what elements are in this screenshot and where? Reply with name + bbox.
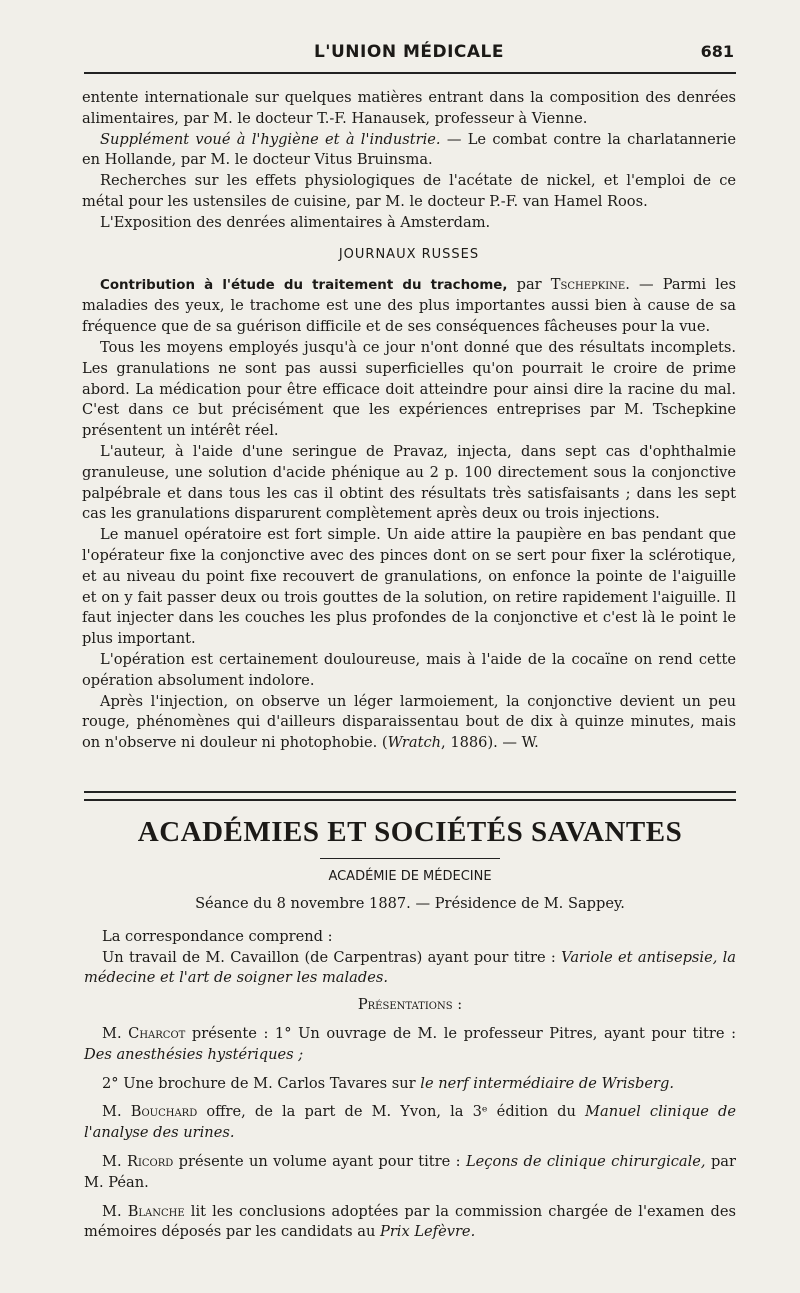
correspondance-line: La correspondance comprend : [102,927,333,945]
charcot-paragraph [84,1024,736,1066]
page-header [84,42,734,70]
header-rule [84,72,736,74]
cavaillon-text: Un travail de M. Cavaillon (de Carpentras) ayant pour titre : [102,948,562,966]
article-p6-text: Après l'injection, on observe un léger larmoiement, la conjonctive devient un peu rouge, phénomènes qui d'ailleurs disparaissentau bout de dix à quinze minutes, mais on n'observe ni douleur ni photophobie. ( [82,692,736,752]
article-paragraph-5: L'opération est certainement douloureuse, mais à l'aide de la cocaïne on rend cette opération absolument indolore. [82,650,736,689]
ricord-paragraph [84,1152,736,1194]
section-divider [84,791,736,801]
ricord-text: présente un volume ayant pour titre : [173,1152,466,1170]
article-paragraph-2: Tous les moyens employés jusqu'à ce jour n'ont donné que des résultats incomplets. Les granulations ne sont pas aussi superficielles qu'on pourrait le croire de prime abord. La médication pour être efficace doit atteindre pour ainsi dire la racine du mal. C'est dans ce but précisément que les expériences entreprises par M. Tschepkine présentent un intérêt réel. [82,338,736,440]
bouchard-paragraph [84,1102,736,1144]
article-p6-end: , 1886). — W. [441,734,539,752]
page-number: 681 [700,42,734,61]
paragraph-exposition: L'Exposition des denrées alimentaires à Amsterdam. [100,213,491,231]
supplement-title: Supplément voué à l'hygiène et à l'industrie. [100,130,441,148]
charcot-text: présente : 1° Un ouvrage de M. le professeur Pitres, ayant pour titre : [185,1024,736,1042]
section-title-journaux-russes: JOURNAUX RUSSES [338,246,480,262]
bouchard-text: offre, de la part de M. Yvon, la 3ᵉ édition du [197,1103,586,1121]
article-paragraph-6 [82,692,736,754]
article-intro-text: . — Parmi les maladies des yeux, le trachome est une des plus importantes aussi bien à cause de sa fréquence que de sa guérison difficile et de ses conséquences fâcheuses pour la vue. [82,275,736,336]
blanche-prefix: M. [102,1202,128,1220]
bouchard-title: Manuel clinique de l'analyse des urines. [84,1103,736,1142]
article-source: Wratch [387,734,442,752]
supplement-text: — Le combat contre la charlatannerie en Hollande, par M. le docteur Vitus Bruinsma. [82,130,736,169]
seance-line: Séance du 8 novembre 1887. — Présidence de M. Sappey. [195,895,625,912]
article-paragraph-4: Le manuel opératoire est fort simple. Un aide attire la paupière en bas pendant que l'opérateur fixe la conjonctive avec des pinces dont on se sert pour fixer la sclérotique, et au niveau du point fixe recouvert de granulations, on enfonce la pointe de l'aiguille et on y fait passer deux ou trois gouttes de la solution, on retire rapidement l'aiguille. Il faut injecter dans les couches les plus profondes de la conjonctive et c'est là le point le plus important. [82,526,736,648]
running-title: L'UNION MÉDICALE [313,42,505,62]
blanche-text: lit les conclusions adoptées par la commission chargée de l'examen des mémoires déposés par les candidats au [84,1202,736,1241]
lower-content [84,812,736,1243]
ricord-name: Ricord [126,1152,174,1170]
academie-subtitle: ACADÉMIE DE MÉDECINE [328,869,492,884]
title-underline [320,858,500,859]
tavares-text: 2° Une brochure de M. Carlos Tavares sur [102,1074,421,1092]
ricord-prefix: M. [102,1152,127,1170]
presentations-heading: Présentations : [357,996,463,1014]
article-intro [82,275,736,338]
bouchard-prefix: M. [102,1103,131,1121]
paragraph-hanausek: entente internationale sur quelques matières entrant dans la composition des denrées alimentaires, par M. le docteur T.-F. Hanausek, professeur à Vienne. [82,89,736,127]
charcot-title: Des anesthésies hystériques ; [84,1045,304,1063]
paragraph-supplement [82,130,736,172]
paragraph-nickel: Recherches sur les effets physiologiques de l'acétate de nickel, et l'emploi de ce métal pour les ustensiles de cuisine, par M. le docteur P.-F. van Hamel Roos. [82,172,736,210]
upper-content [82,88,736,754]
blanche-paragraph [84,1202,736,1244]
charcot-name: Charcot [128,1024,186,1042]
cavaillon-title: Variole et antisepsie, la médecine et l'art de soigner les malades. [84,948,736,987]
cavaillon-paragraph [84,948,736,990]
blanche-name: Blanche [127,1202,185,1220]
ricord-end: par M. Péan. [84,1152,736,1191]
article-paragraph-3: L'auteur, à l'aide d'une seringue de Pravaz, injecta, dans sept cas d'ophthalmie granuleuse, une solution d'acide phénique au 2 p. 100 directement sous la conjonctive palpébrale et dans tous les cas il obtint des résultats très satisfaisants ; dans les sept cas les granulations disparurent complètement après deux ou trois injections. [82,442,736,523]
charcot-prefix: M. [102,1024,129,1042]
article-by: par [507,275,551,293]
bouchard-name: Bouchard [130,1103,198,1121]
blanche-title: Prix Lefèvre. [380,1223,476,1241]
tavares-title: le nerf intermédiaire de Wrisberg. [420,1074,674,1092]
tavares-paragraph [84,1074,736,1095]
article-title: Contribution à l'étude du traitement du trachome, [100,277,508,293]
academies-title: ACADÉMIES ET SOCIÉTÉS SAVANTES [137,816,683,848]
ricord-title: Leçons de clinique chirurgicale, [465,1152,706,1170]
article-author: Tschepkine [550,275,626,293]
